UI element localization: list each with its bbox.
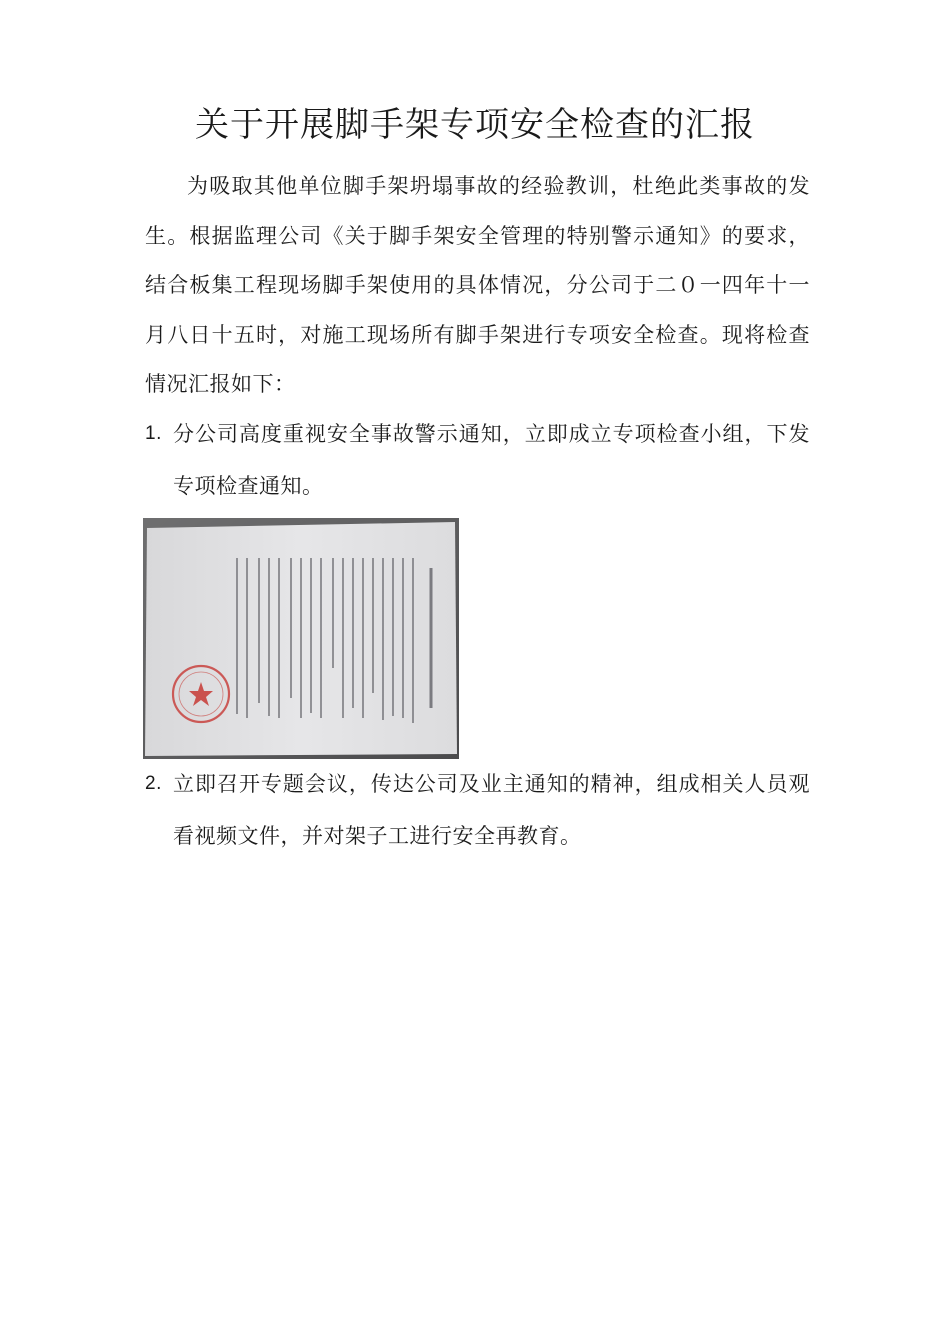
list-number: 2. [145, 773, 162, 794]
list-text: 分公司高度重视安全事故警示通知，立即成立专项检查小组，下发专项检查通知。 [173, 422, 810, 498]
document-photo-image [143, 518, 459, 759]
list-number: 1. [145, 423, 162, 444]
intro-paragraph: 为吸取其他单位脚手架坍塌事故的经验教训，杜绝此类事故的发生。根据监理公司《关于脚手架安全管理的特别警示通知》的要求，结合板集工程现场脚手架使用的具体情况，分公司于二０一四年十一月八日十五时，对施工现场所有脚手架进行专项安全检查。现将检查情况汇报如下： [145, 174, 810, 396]
list-text: 立即召开专题会议，传达公司及业主通知的精神，组成相关人员观看视频文件，并对架子工进行安全再教育。 [173, 772, 810, 848]
document-title: 关于开展脚手架专项安全检查的汇报 [195, 105, 755, 145]
list-item [145, 758, 810, 862]
list-item [145, 408, 810, 512]
document-photo [143, 518, 459, 759]
